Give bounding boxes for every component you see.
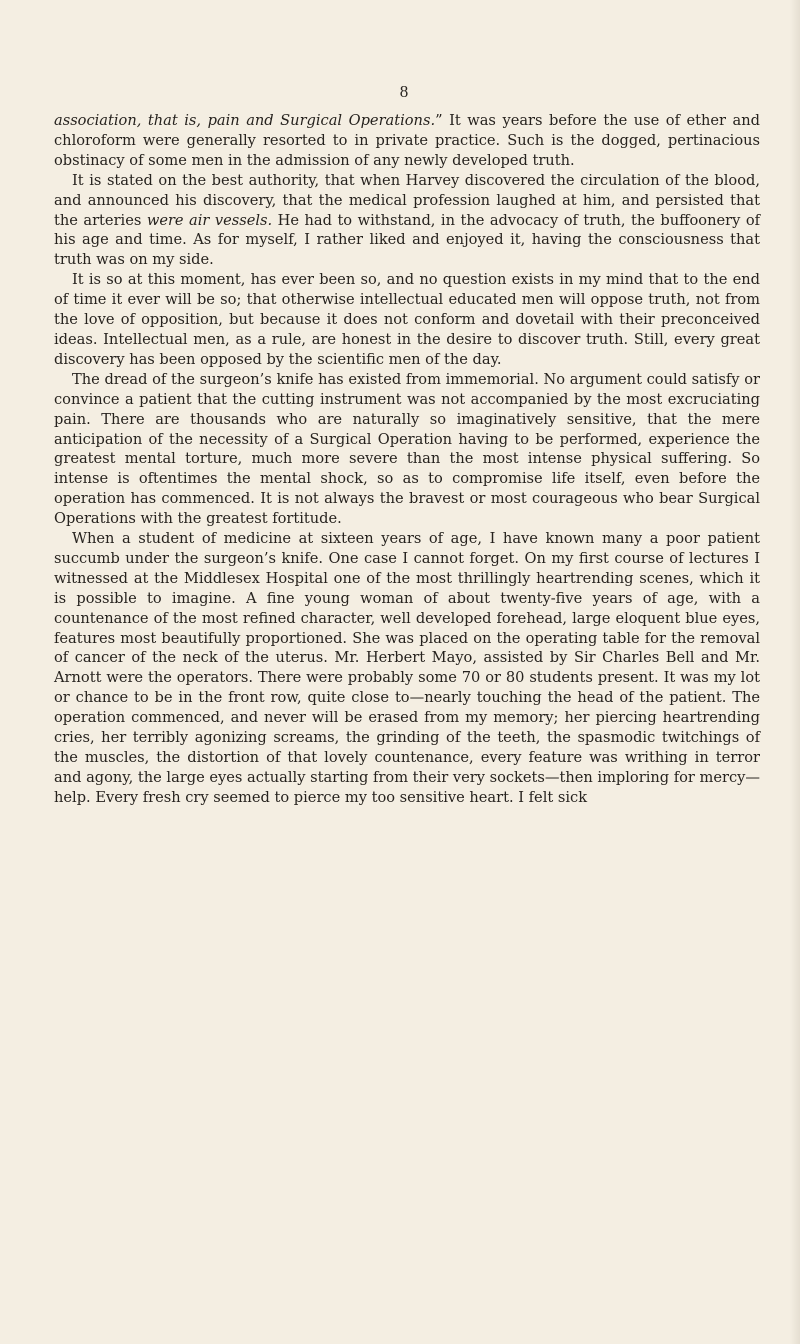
paragraph-5: When a student of medicine at sixteen years of age, I have known many a poor patient succumb under the surgeon’s knife. One case I cannot forget. On my first course of lectures I witnessed at the Middlesex Hospital one of the most thrillingly heartrending scenes, which it is possible to imagine. A fine young woman of about twenty-five years of age, with a countenance of the most refined character, well developed forehead, large eloquent blue eyes, features most beautifully proportioned. She was placed on the operating table for the removal of cancer of the neck of the uterus. Mr. Herbert Mayo, assisted by Sir Charles Bell and Mr. Arnott were the operators. There were probably some 70 or 80 students present. It was my lot or chance to be in the front row, quite close to—nearly touching the head of the patient. The operation commenced, and never will be erased from my memory; her piercing heartrending cries, her terribly agonizing screams, the grinding of the teeth, the spasmodic twitchings of the muscles, the distortion of that lovely countenance, every feature was writhing in terror and agony, the large eyes actually starting from their very sockets—then imploring for mercy—help. Every fresh cry seemed to pierce my too sensitive heart. I felt sick [54, 530, 761, 806]
paragraph-3: It is so at this moment, has ever been so, and no question exists in my mind that to the end of time it ever will be so; that otherwise intellectual educated men will oppose truth, not from the love of opposition, but because it does not conform and dovetail with their preconceived ideas. Intellectual men, as a rule, are honest in the desire to discover truth. Still, every great discovery has been opposed by the scientific men of the day. [54, 271, 760, 368]
paragraph-4: The dread of the surgeon’s knife has existed from immemorial. No argument could satisfy or convince a patient that the cutting instrument was not accompanied by the most excruciating pain. There are thousands who are naturally so imaginatively sensitive, that the mere anticipation of the necessity of a Surgical Operation having to be performed, experience the greatest mental torture, much more severe than the most intense physical suffering. So intense is oftentimes the mental shock, so as to compromise life itself, even before the operation has commenced. It is not always the bravest or most courageous who bear Surgical Operations with the greatest fortitude. [54, 370, 760, 528]
page-edge-shadow [790, 0, 800, 1344]
paragraph-2-text-before: It is stated on the best authority, that when Harvey discovered the circulation of the blood, and announced his discovery, that the medical profession laughed at him, and persisted that the arteries [54, 171, 760, 229]
paragraph-2 [54, 171, 760, 271]
page-number: 8 [399, 82, 409, 101]
body-text [54, 111, 760, 808]
paragraph-2-text-after: He had to withstand, in the advocacy of truth, the buffoonery of his age and time. As for myself, I rather liked and enjoyed it, having the consciousness that truth was on my side. [54, 211, 761, 269]
paragraph-1-text: ” It was years before the use of ether and chloroform were generally resorted to in private practice. Such is the dogged, pertinacious obstinacy of some men in the admission of any newly developed truth. [54, 112, 760, 169]
italic-phrase: were air vessels. [146, 211, 273, 229]
italic-lead: association, that is, pain and Surgical Operations. [54, 112, 436, 129]
paragraph-1 [54, 111, 760, 171]
